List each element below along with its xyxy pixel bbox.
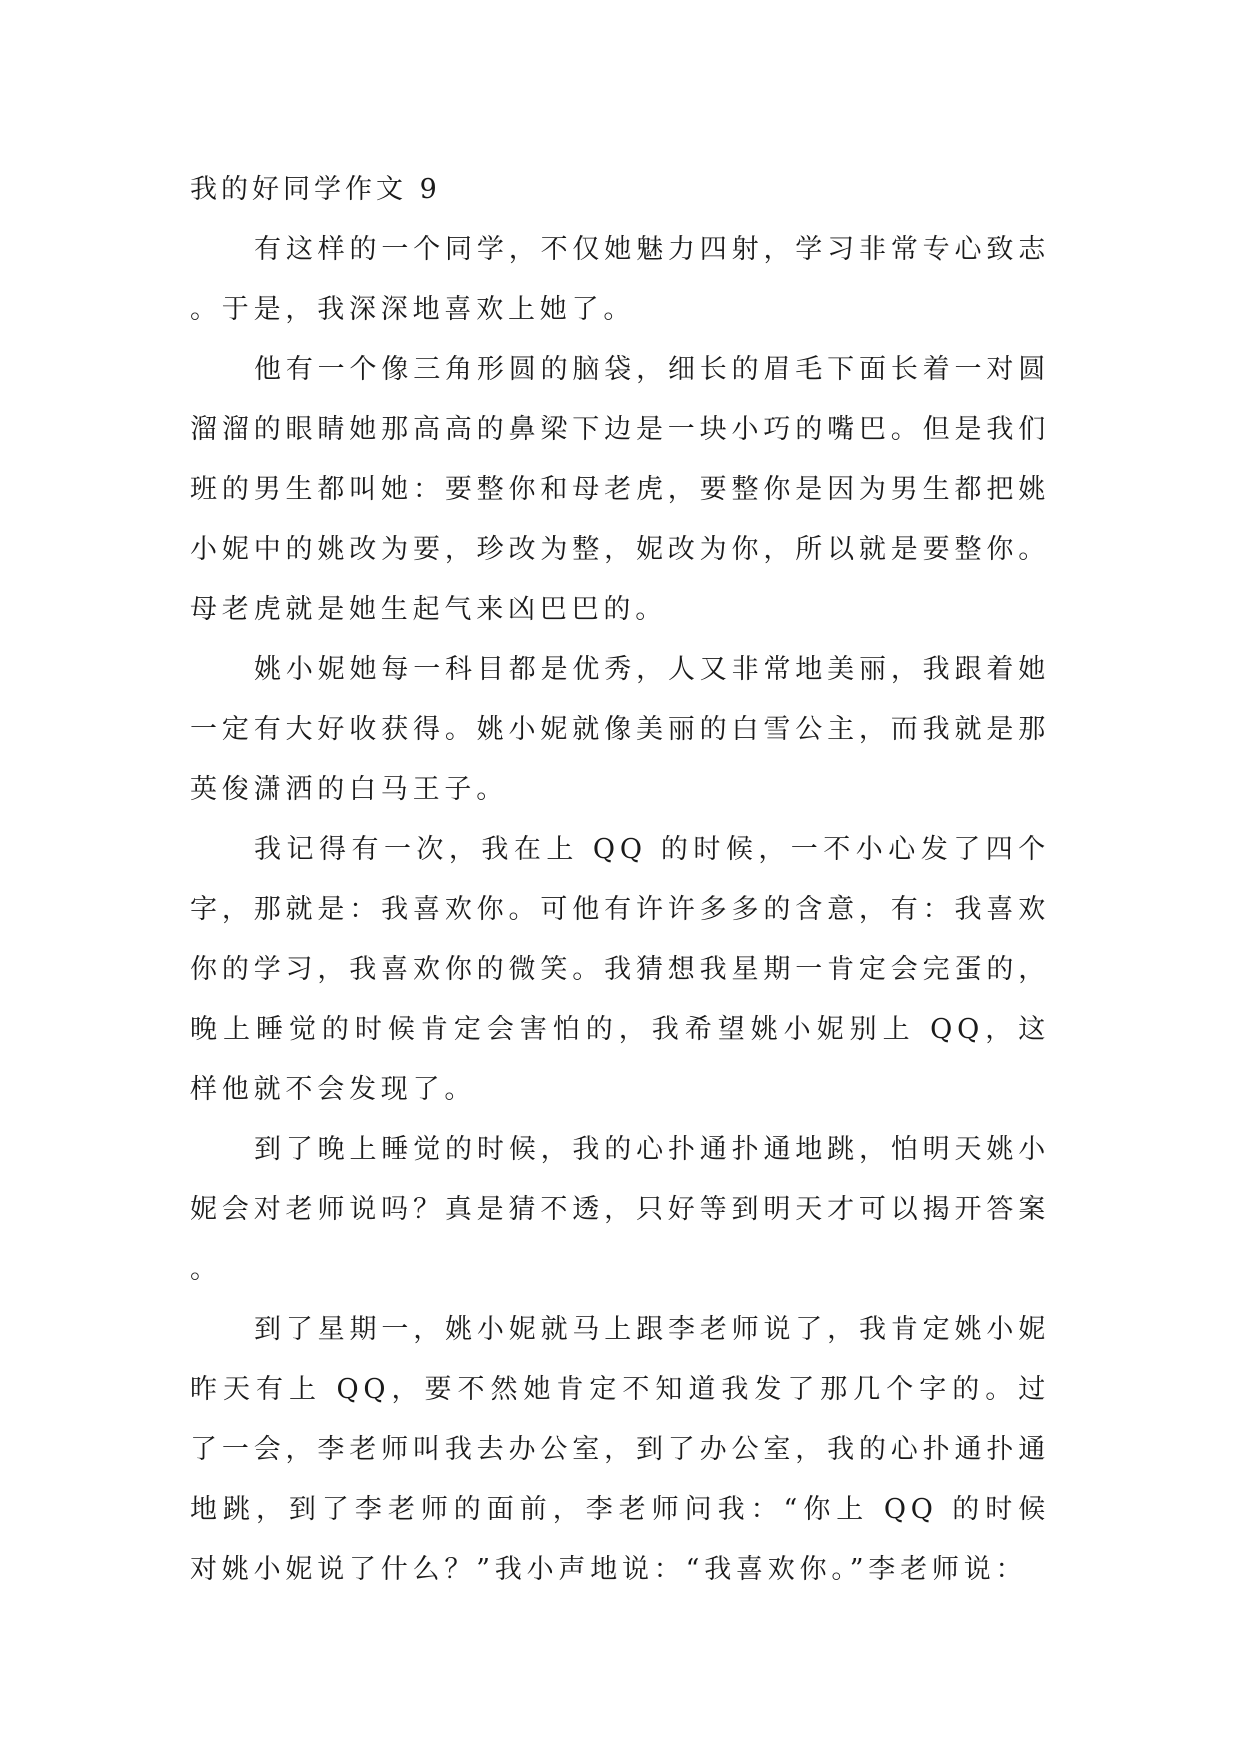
paragraph-1: 有这样的一个同学，不仅她魅力四射，学习非常专心致志。于是，我深深地喜欢上她了。 bbox=[190, 234, 1050, 325]
paragraph-6: 到了星期一，姚小妮就马上跟李老师说了，我肯定姚小妮昨天有上 QQ，要不然她肯定不知道我发了那几个字的。过了一会，李老师叫我去办公室，到了办公室，我的心扑通扑通地跳，到了李老师的面前，李老师问我：“你上 QQ 的时候对姚小妮说了什么？”我小声地说：“我喜欢你。”李老师说： bbox=[190, 1314, 1050, 1585]
paragraph-3: 姚小妮她每一科目都是优秀，人又非常地美丽，我跟着她一定有大好收获得。姚小妮就像美丽的白雪公主，而我就是那英俊潇洒的白马王子。 bbox=[190, 654, 1050, 805]
paragraph-2: 他有一个像三角形圆的脑袋，细长的眉毛下面长着一对圆溜溜的眼睛她那高高的鼻梁下边是一块小巧的嘴巴。但是我们班的男生都叫她：要整你和母老虎，要整你是因为男生都把姚小妮中的姚改为要，珍改为整，妮改为你，所以就是要整你。母老虎就是她生起气来凶巴巴的。 bbox=[190, 354, 1050, 625]
paragraph-4: 我记得有一次，我在上 QQ 的时候，一不小心发了四个字，那就是：我喜欢你。可他有许许多多的含意，有：我喜欢你的学习，我喜欢你的微笑。我猜想我星期一肯定会完蛋的，晚上睡觉的时候肯定会害怕的，我希望姚小妮别上 QQ，这样他就不会发现了。 bbox=[190, 834, 1050, 1105]
paragraph-5: 到了晚上睡觉的时候，我的心扑通扑通地跳，怕明天姚小妮会对老师说吗？真是猜不透，只好等到明天才可以揭开答案。 bbox=[190, 1134, 1050, 1285]
document-title: 我的好同学作文 9 bbox=[190, 174, 441, 205]
document-body bbox=[190, 160, 1050, 1600]
